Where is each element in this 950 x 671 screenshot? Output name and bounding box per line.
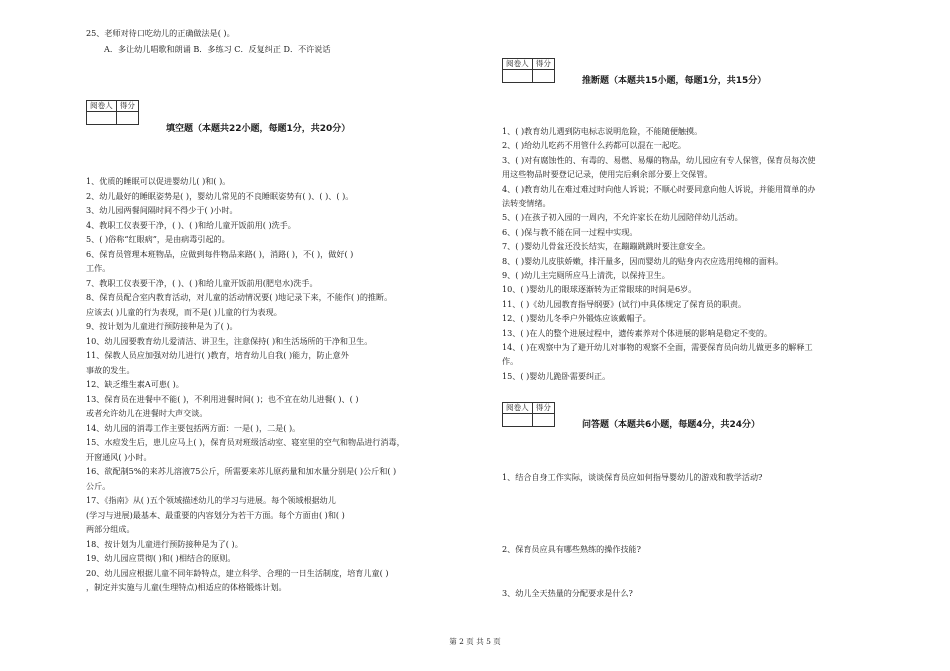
question-line: 应该去( )儿童的行为表现，而不是( )儿童的行为表现。 [86,306,282,317]
qa-score-box [502,402,555,427]
question-line: 14、幼儿园的消毒工作主要包括两方面：一是( )，二是( )。 [86,422,301,433]
question-line: 公斤。 [86,480,111,491]
question-line: 17、《指南》从( )五个领域描述幼儿的学习与进展。每个领域根据幼儿 [86,495,336,505]
judge-score-box [502,58,555,83]
qa-section-title: 问答题（本题共6小题，每题4分，共24分） [582,420,761,430]
question-line: ，制定并实施与儿童(生理特点)相适应的体格锻炼计划。 [86,582,287,592]
question-line: 10、( )婴幼儿的眼球逐渐转为正常眼球的时间是6岁。 [502,284,697,295]
question-line: 18、按计划为儿童进行预防接种是为了( )。 [86,538,243,549]
score-cell [532,70,554,83]
reviewer-label: 阅卷人 [503,59,533,70]
mc-question-options: A．多让幼儿唱歌和朗诵 B．多练习 C．反复纠正 D．不许说话 [104,44,331,54]
score-label: 得分 [532,59,554,70]
question-line: 4、教职工仪表要干净，( )、( )和给儿童开饭前用( )洗手。 [86,219,296,230]
question-line: 7、教职工仪表要干净，( )、( )和给儿童开饭前用(肥皂水)洗手。 [86,277,318,288]
question-line: 1、( )教育幼儿遇到防电标志说明危险，不能随便触摸。 [502,126,703,136]
score-label: 得分 [532,403,554,414]
question-line: 15、水痘发生后，患儿应马上( )，保育员对班级活动室、寝室里的空气和物品进行消毒， [86,437,405,447]
reviewer-cell [503,414,533,427]
question-line: 或者允许幼儿在进餐时大声交谈。 [86,408,208,418]
qa-question-1: 1、结合自身工作实际，谈谈保育员应如何指导婴幼儿的游戏和教学活动? [502,472,763,482]
question-line: 1、优质的睡眠可以促进婴幼儿( )和( )。 [86,176,231,186]
reviewer-cell [87,112,117,125]
question-line: 15、( )婴幼儿跪卧需要纠正。 [502,370,611,381]
question-line: 作。 [502,356,519,367]
reviewer-label: 阅卷人 [503,403,533,414]
question-line: 6、( )保与教不能在同一过程中实现。 [502,226,638,237]
question-line: 11、保教人员应加强对幼儿进行( )教育，培育幼儿自我( )能力，防止意外 [86,350,349,360]
question-line: 9、按计划为儿童进行预防接种是为了( )。 [86,321,238,331]
score-cell [116,112,138,125]
question-line: 12、( )婴幼儿冬季户外锻炼应该戴帽子。 [502,313,651,324]
question-line: 4、( )教育幼儿在难过难过时向他人诉说；不顺心时要同意向他人诉说，并能用简单的办 [502,183,816,194]
question-line: 法转变情绪。 [502,198,551,208]
question-line: 11、( )《幼儿园教育指导纲要》(试行)中具体规定了保育员的职责。 [502,298,747,309]
question-line: 6、保育员管理本班物品，应做到每件物品来路( )，消路( )，不( )，做好( ) [86,248,354,259]
judge-section-title: 推断题（本题共15小题，每题1分，共15分） [582,76,767,86]
question-line: 8、保育员配合室内教育活动，对儿童的活动情况要( )地记录下来，不能作( )的推断。 [86,292,393,302]
reviewer-label: 阅卷人 [87,101,117,112]
question-line: 8、( )婴幼儿皮肤娇嫩，排汗量多，因而婴幼儿的贴身内衣应选用纯棉的面料。 [502,255,784,266]
question-line: 10、幼儿园要教育幼儿爱清洁、讲卫生，注意保持( )和生活场所的干净和卫生。 [86,335,373,346]
fill-score-box [86,100,139,125]
score-label: 得分 [116,101,138,112]
question-line: 13、保育员在进餐中不能( )，不利用进餐时间( )；也不宜在幼儿进餐( )、( ) [86,393,359,404]
qa-question-3: 3、幼儿全天热量的分配要求是什么? [502,588,633,598]
mc-question-stem: 25、老师对待口吃幼儿的正确做法是( )。 [86,28,235,38]
question-line: 14、( )在观察中为了避开幼儿对事物的观察不全面，需要保育员向幼儿做更多的解释工 [502,342,813,352]
question-line: 19、幼儿园应贯彻( )和( )相结合的原则。 [86,553,236,563]
question-line: 用这些物品时要登记记录，使用完后剩余部分要上交保管。 [502,169,713,180]
question-line: 12、缺乏维生素A可患( )。 [86,379,184,389]
question-line: 9、( )幼儿主完厕所应马上清洗，以保持卫生。 [502,270,670,280]
question-line: 开窗通风( )小时。 [86,451,152,462]
question-line: 3、( )对有腐蚀性的、有毒的、易燃、易爆的物品，幼儿园应有专人保管，保育员每次使 [502,154,816,165]
reviewer-cell [503,70,533,83]
question-line: 2、幼儿最好的睡眠姿势是( )，婴幼儿常见的不良睡眠姿势有( )、( )、( )。 [86,190,354,201]
question-line: 16、欲配制5%的来苏儿溶液75公斤，所需要来苏儿原药量和加水量分别是( )公斤和( ) [86,466,397,476]
fill-section-title: 填空题（本题共22小题，每题1分，共20分） [166,124,351,134]
question-line: 3、幼儿园两餐间隔时间不得少于( )小时。 [86,205,238,215]
question-line: 7、( )婴幼儿骨盆还没长结实，在蹦蹦跳跳时要注意安全。 [502,241,711,252]
qa-question-2: 2、保育员应具有哪些熟练的操作技能? [502,544,641,554]
page-footer: 第 2 页 共 5 页 [449,637,501,646]
question-line: 工作。 [86,263,111,273]
question-line: 5、( )俗称“红眼病”，是由病毒引起的。 [86,234,230,244]
question-line: 2、( )给幼儿吃药不用管什么药都可以混在一起吃。 [502,140,687,151]
question-line: 两部分组成。 [86,524,135,534]
question-line: 20、幼儿园应根据儿童不同年龄特点，建立科学、合理的一日生活制度，培育儿童( ) [86,567,389,578]
question-line: (学习与进展)最基本、最重要的内容划分为若干方面。每个方面由( )和( ) [86,509,345,520]
question-line: 13、( )在人的整个进展过程中，遗传素养对个体进展的影响是稳定不变的。 [502,327,773,338]
score-cell [532,414,554,427]
question-line: 事故的发生。 [86,364,135,375]
question-line: 5、( )在孩子初入园的一周内，不允许家长在幼儿园陪伴幼儿活动。 [502,212,743,223]
